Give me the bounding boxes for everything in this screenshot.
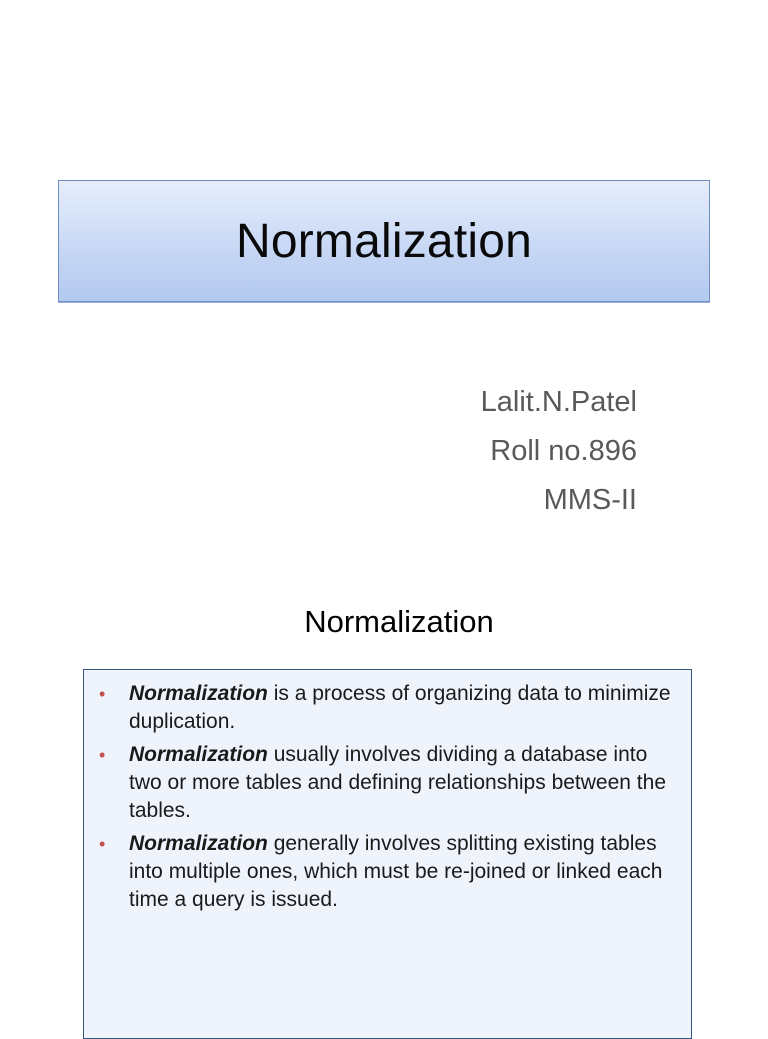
- bullet-text: is a process of organizing data to minimize duplication.: [129, 682, 671, 733]
- bullet-dot-icon: •: [99, 745, 106, 765]
- section-heading: Normalization: [304, 604, 494, 639]
- author-roll-number: Roll no.896: [490, 435, 637, 467]
- bullet-text: usually involves dividing a database into two or more tables and defining relationships between the tables.: [129, 743, 666, 822]
- bullet-term: Normalization: [129, 832, 268, 855]
- bullet-list: [84, 670, 691, 914]
- content-box: [83, 669, 692, 1039]
- title-box: [58, 180, 710, 302]
- slide-title: Normalization: [235, 214, 533, 268]
- bullet-item: [99, 830, 681, 914]
- bullet-dot-icon: •: [99, 834, 106, 854]
- author-name: Lalit.N.Patel: [480, 386, 637, 418]
- bullet-text: generally involves splitting existing tables into multiple ones, which must be re-joined or linked each time a query is issued.: [129, 832, 663, 911]
- author-block: [481, 378, 637, 525]
- bullet-dot-icon: •: [99, 684, 106, 704]
- bullet-term: Normalization: [129, 682, 268, 705]
- bullet-item: [99, 680, 681, 736]
- bullet-term: Normalization: [129, 743, 268, 766]
- bullet-item: [99, 741, 681, 825]
- author-class: MMS-II: [543, 484, 637, 516]
